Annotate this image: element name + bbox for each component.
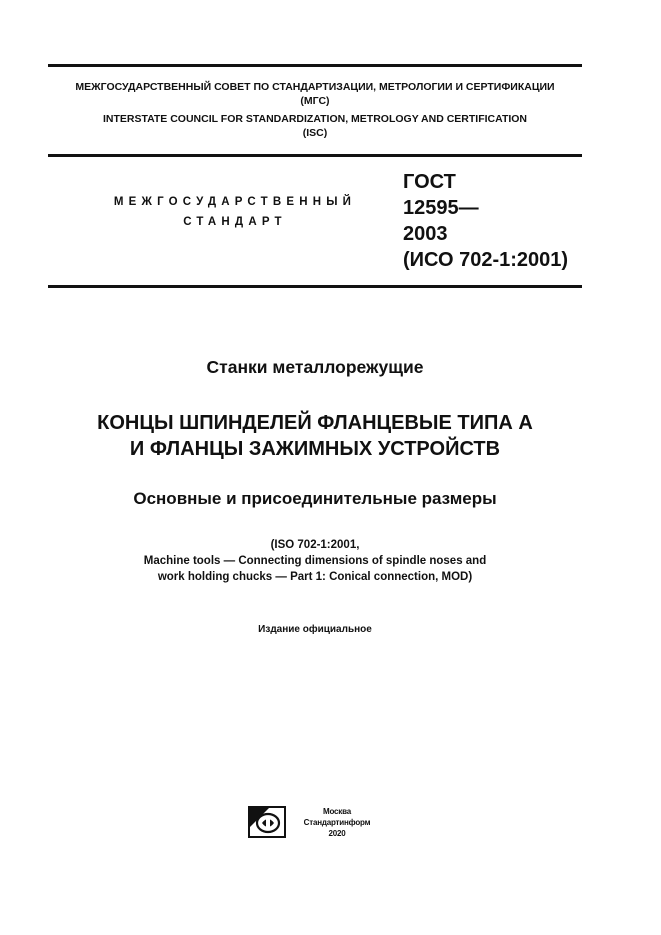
council-abbr-en: (ISC) bbox=[302, 127, 328, 139]
header-bottom-rule bbox=[48, 154, 582, 157]
council-abbr-ru: (МГС) bbox=[300, 95, 330, 107]
gost-year: 2003 bbox=[403, 223, 448, 245]
gost-label: ГОСТ bbox=[403, 171, 456, 193]
council-name-ru-line1: МЕЖГОСУДАРСТВЕННЫЙ СОВЕТ ПО СТАНДАРТИЗАЦИИ, МЕТРОЛОГИИ И СЕРТИФИКАЦИИ bbox=[75, 81, 555, 93]
council-name-ru bbox=[48, 80, 582, 108]
publication-year: 2020 bbox=[328, 829, 346, 838]
document-subject: Станки металлорежущие bbox=[206, 357, 424, 377]
document-title-line2: И ФЛАНЦЫ ЗАЖИМНЫХ УСТРОЙСТВ bbox=[129, 438, 501, 460]
standard-type-line2: СТАНДАРТ bbox=[183, 216, 287, 228]
publisher-imprint bbox=[294, 806, 380, 839]
iso-reference-line2: Machine tools — Connecting dimensions of spindle noses and bbox=[143, 555, 487, 567]
gost-number: 12595— bbox=[403, 197, 479, 219]
standard-type-line1: МЕЖГОСУДАРСТВЕННЫЙ bbox=[113, 196, 357, 208]
gost-designation bbox=[403, 169, 568, 273]
top-rule bbox=[48, 64, 582, 67]
designation-bottom-rule bbox=[48, 285, 582, 288]
gost-iso-equivalent: (ИСО 702-1:2001) bbox=[403, 249, 569, 271]
standard-type bbox=[90, 192, 380, 232]
publisher-name: Стандартинформ bbox=[303, 818, 371, 827]
iso-reference-line1: (ISO 702-1:2001, bbox=[270, 539, 360, 551]
document-title bbox=[48, 410, 582, 462]
publisher-city: Москва bbox=[323, 807, 351, 816]
council-name-en-line1: INTERSTATE COUNCIL FOR STANDARDIZATION, METROLOGY AND CERTIFICATION bbox=[102, 113, 528, 125]
iso-reference-line3: work holding chucks — Part 1: Conical connection, MOD) bbox=[157, 571, 473, 583]
edition-note: Издание официальное bbox=[258, 624, 372, 635]
standartinform-logo-icon bbox=[248, 806, 286, 838]
council-name-en bbox=[48, 112, 582, 140]
document-title-line1: КОНЦЫ ШПИНДЕЛЕЙ ФЛАНЦЕВЫЕ ТИПА А bbox=[97, 412, 533, 434]
document-subtitle: Основные и присоединительные размеры bbox=[133, 489, 497, 508]
iso-reference bbox=[48, 537, 582, 585]
